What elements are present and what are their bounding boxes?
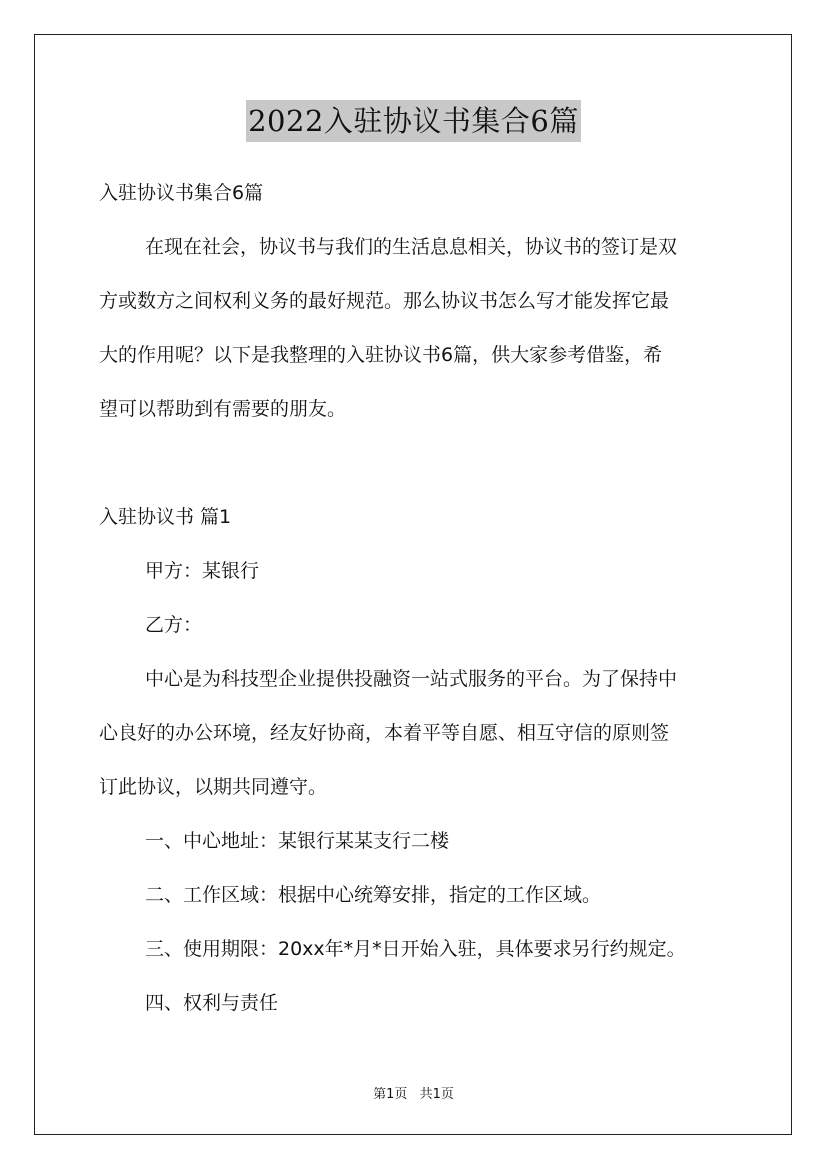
intro-paragraph-line: 在现在社会，协议书与我们的生活息息相关，协议书的签订是双	[145, 236, 678, 258]
body-paragraph-line: 中心是为科技型企业提供投融资一站式服务的平台。为了保持中	[145, 668, 678, 690]
page-footer	[0, 1083, 827, 1102]
party-b: 乙方：	[145, 614, 203, 636]
clause-item: 一、中心地址：某银行某某支行二楼	[145, 830, 450, 852]
page-total: 共1页	[419, 1087, 454, 1102]
document-body	[99, 172, 739, 1036]
document-subtitle: 入驻协议书集合6篇	[99, 182, 264, 204]
title-container	[0, 100, 827, 142]
clause-item: 三、使用期限：20xx年*月*日开始入驻，具体要求另行约规定。	[145, 938, 686, 960]
body-paragraph-line: 心良好的办公环境，经友好协商，本着平等自愿、相互守信的原则签	[99, 722, 670, 744]
body-paragraph-line: 订此协议，以期共同遵守。	[99, 776, 328, 798]
paragraph-gap	[99, 442, 739, 496]
party-a: 甲方：某银行	[145, 560, 260, 582]
intro-paragraph-line: 方或数方之间权利义务的最好规范。那么协议书怎么写才能发挥它最	[99, 290, 670, 312]
clause-item: 四、权利与责任	[145, 992, 279, 1014]
clause-item: 二、工作区域：根据中心统筹安排，指定的工作区域。	[145, 884, 602, 906]
intro-paragraph-line: 大的作用呢？以下是我整理的入驻协议书6篇，供大家参考借鉴，希	[99, 344, 663, 366]
page-number: 第1页	[373, 1087, 408, 1102]
document-title: 2022入驻协议书集合6篇	[246, 100, 581, 142]
section-heading: 入驻协议书 篇1	[99, 506, 232, 528]
intro-paragraph-line: 望可以帮助到有需要的朋友。	[99, 398, 347, 420]
